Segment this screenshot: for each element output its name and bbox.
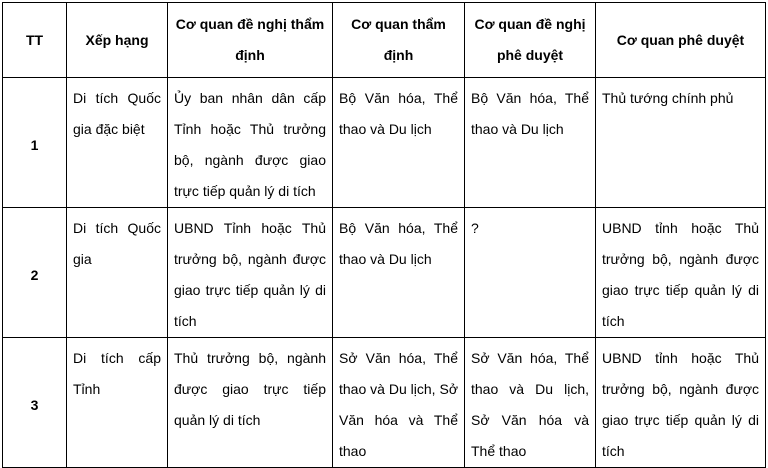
row-number: 2 (3, 208, 67, 338)
heritage-approval-table (2, 2, 766, 468)
proposing-agency-cell: Thủ trưởng bộ, ngành được giao trực tiếp quản lý di tích (168, 338, 333, 468)
header-rank: Xếp hạng (67, 3, 168, 78)
appraising-agency-cell: Bộ Văn hóa, Thể thao và Du lịch (333, 208, 465, 338)
appraising-agency-cell: Sở Văn hóa, Thể thao và Du lịch, Sở Văn hóa và Thể thao (333, 338, 465, 468)
proposing-agency-cell: UBND Tỉnh hoặc Thủ trưởng bộ, ngành được giao trực tiếp quản lý di tích (168, 208, 333, 338)
approving-agency-cell: Thủ tướng chính phủ (596, 78, 766, 208)
row-number: 3 (3, 338, 67, 468)
requesting-agency-cell: ? (465, 208, 596, 338)
appraising-agency-cell: Bộ Văn hóa, Thể thao và Du lịch (333, 78, 465, 208)
header-proposing-agency: Cơ quan đề nghị thẩm định (168, 3, 333, 78)
rank-cell: Di tích Quốc gia đặc biệt (67, 78, 168, 208)
approving-agency-cell: UBND tỉnh hoặc Thủ trưởng bộ, ngành được giao trực tiếp quản lý di tích (596, 338, 766, 468)
table-row (3, 338, 766, 468)
header-requesting-agency: Cơ quan đề nghị phê duyệt (465, 3, 596, 78)
table-row (3, 78, 766, 208)
header-appraising-agency: Cơ quan thẩm định (333, 3, 465, 78)
rank-cell: Di tích cấp Tỉnh (67, 338, 168, 468)
requesting-agency-cell: Sở Văn hóa, Thể thao và Du lịch, Sở Văn hóa và Thể thao (465, 338, 596, 468)
table-row (3, 208, 766, 338)
rank-cell: Di tích Quốc gia (67, 208, 168, 338)
approving-agency-cell: UBND tỉnh hoặc Thủ trưởng bộ, ngành được giao trực tiếp quản lý di tích (596, 208, 766, 338)
row-number: 1 (3, 78, 67, 208)
proposing-agency-cell: Ủy ban nhân dân cấp Tỉnh hoặc Thủ trưởng bộ, ngành được giao trực tiếp quản lý di tích (168, 78, 333, 208)
header-tt: TT (3, 3, 67, 78)
header-approving-agency: Cơ quan phê duyệt (596, 3, 766, 78)
requesting-agency-cell: Bộ Văn hóa, Thể thao và Du lịch (465, 78, 596, 208)
header-row (3, 3, 766, 78)
